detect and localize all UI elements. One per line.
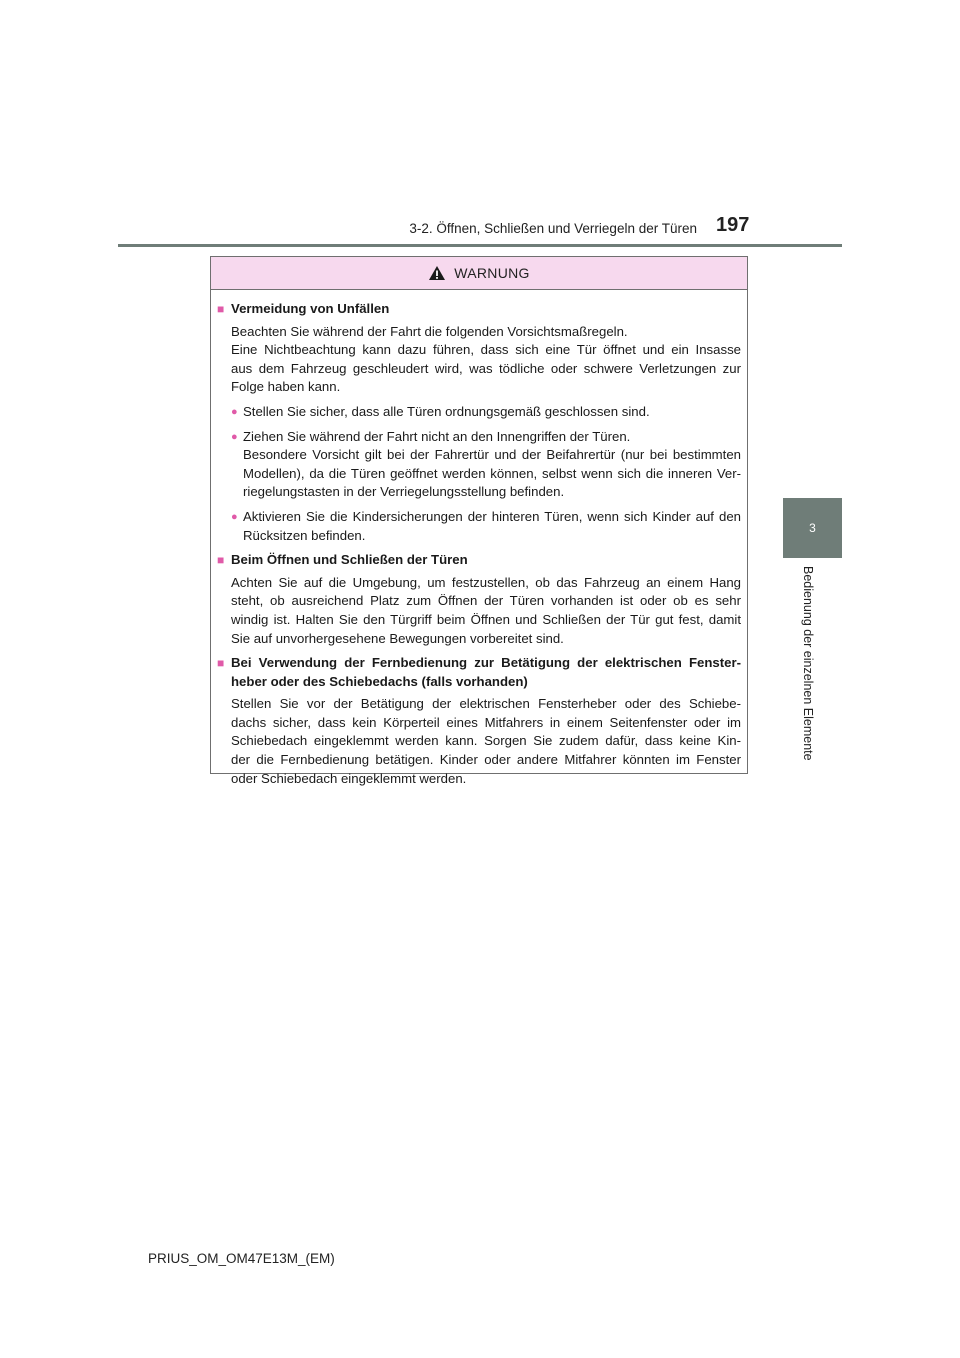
warning-triangle-icon <box>428 265 446 281</box>
chapter-title-vertical: Bedienung der einzelnen Elemente <box>801 566 815 761</box>
chapter-tab: 3 <box>783 498 842 558</box>
warning-title: WARNUNG <box>454 265 530 281</box>
bullet-dot-icon: ● <box>231 430 238 443</box>
warning-body <box>211 290 747 788</box>
heading-line: heber oder des Schiebedachs (falls vorhanden) <box>231 673 528 689</box>
bullet-line: Stellen Sie sicher, dass alle Türen ordnungsgemäß geschlossen sind. <box>243 403 650 419</box>
square-bullet-icon: ■ <box>217 553 225 568</box>
bullet-item <box>217 428 741 502</box>
warning-paragraph <box>217 323 741 397</box>
paragraph-line: aus dem Fahrzeug geschleudert wird, was tödliche oder schwere Verletzungen zur <box>231 360 741 376</box>
warning-section-heading <box>217 300 741 319</box>
bullet-dot-icon: ● <box>231 405 238 418</box>
paragraph-line: Achten Sie auf die Umgebung, um festzustellen, ob das Fahrzeug an einem Hang <box>231 574 741 590</box>
header-rule <box>118 244 842 247</box>
bullet-dot-icon: ● <box>231 510 238 523</box>
bullet-line: Aktivieren Sie die Kindersicherungen der hinteren Türen, wenn sich Kinder auf den <box>243 508 741 524</box>
bullet-item <box>217 508 741 545</box>
paragraph-line: Schiebedach eingeklemmt werden kann. Sorgen Sie zudem dafür, dass keine Kin- <box>231 733 741 749</box>
heading-line: Bei Verwendung der Fernbedienung zur Betätigung der elektrischen Fenster- <box>231 655 741 671</box>
paragraph-line: oder Schiebedach eingeklemmt werden. <box>231 770 467 786</box>
paragraph-line: Sie auf unvorhergesehene Bewegungen vorbereitet sind. <box>231 630 564 646</box>
page-number: 197 <box>716 214 750 236</box>
warning-paragraph <box>217 695 741 788</box>
bullet-line: Besondere Vorsicht gilt bei der Fahrertür und der Beifahrertür (nur bei bestimmten <box>243 447 741 463</box>
heading-line: Beim Öffnen und Schließen der Türen <box>231 552 468 568</box>
warning-section-heading <box>217 551 741 570</box>
paragraph-line: der die Fernbedienung betätigen. Kinder oder andere Mitfahrer könnten im Fenster <box>231 752 741 768</box>
bullet-line: Rücksitzen befinden. <box>243 527 366 543</box>
paragraph-line: Stellen Sie vor der Betätigung der elektrischen Fensterheber oder des Schiebe- <box>231 696 741 712</box>
bullet-item <box>217 403 741 422</box>
warning-section-heading <box>217 654 741 691</box>
header-section-title: 3-2. Öffnen, Schließen und Verriegeln der Türen <box>409 221 697 236</box>
paragraph-line: windig ist. Halten Sie den Türgriff beim Öffnen und Schließen der Tür gut fest, damit <box>231 611 741 627</box>
footer-document-id: PRIUS_OM_OM47E13M_(EM) <box>148 1251 335 1266</box>
square-bullet-icon: ■ <box>217 302 225 316</box>
bullet-line: Modellen), da die Türen geöffnet werden können, selbst wenn sich die inneren Ver- <box>243 465 741 481</box>
warning-header <box>211 257 747 290</box>
bullet-line: Ziehen Sie während der Fahrt nicht an den Innengriffen der Türen. <box>243 428 631 444</box>
paragraph-line: steht, ob ausreichend Platz zum Öffnen der Türen vorhanden ist oder ob es sehr <box>231 593 741 609</box>
warning-box <box>210 256 748 786</box>
paragraph-line: Beachten Sie während der Fahrt die folgenden Vorsichtsmaßregeln. <box>231 323 628 339</box>
warning-paragraph <box>217 574 741 648</box>
bullet-line: riegelungstasten in der Verriegelungsstellung befinden. <box>243 484 565 500</box>
paragraph-line: Folge haben kann. <box>231 379 341 395</box>
heading-line: Vermeidung von Unfällen <box>231 301 390 316</box>
paragraph-line: dachs sicher, dass kein Körperteil eines Mitfahrers in einem Seitenfenster oder im <box>231 714 741 730</box>
square-bullet-icon: ■ <box>217 656 225 671</box>
paragraph-line: Eine Nichtbeachtung kann dazu führen, dass sich eine Tür öffnet und ein Insasse <box>231 342 741 358</box>
